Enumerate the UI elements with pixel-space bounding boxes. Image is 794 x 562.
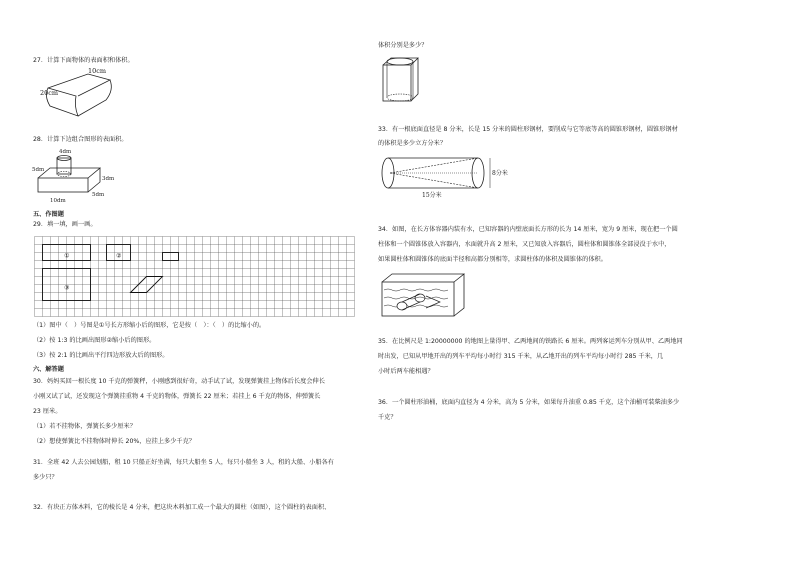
question-36-line-1: 36．一个圆柱形油桶，底面内直径为 4 分米，高为 5 分米，如果每升油重 0.85 千克，这个油桶可装柴油多少 <box>378 399 680 406</box>
figure-28-label-depth: 5dm <box>92 192 105 198</box>
question-27: 27．计算下面物体的表面积和体积。 <box>33 57 134 64</box>
figure-32-cylinder-in-cube <box>380 55 420 109</box>
question-29-part-3: （3）按 2:1 的比画出平行四边形放大后的图形。 <box>33 352 169 359</box>
question-36-line-2: 千克？ <box>378 414 397 421</box>
question-33-line-2: 的体积是多少立方分米？ <box>378 140 447 147</box>
figure-28-label-left: 5dm <box>32 167 45 173</box>
question-31-line-2: 多少只？ <box>33 474 58 481</box>
figure-27-label-side: 20cm <box>40 89 59 97</box>
question-30-part-1: （1）若不挂物体，弹簧长多少厘米？ <box>33 423 136 430</box>
question-29-part-1: （1）图中（ ）号图是①号长方形缩小后的图形，它是按（ ）：（ ）的比缩小的。 <box>33 322 266 329</box>
question-35-line-2: 时出发，已知从甲地开出的列车平均每小时行 315 千米，从乙地开出的列车平均每小时行 285 千米，几 <box>378 353 664 360</box>
question-32-line-2: 体积分别是多少？ <box>378 42 428 49</box>
grid-label-2: ② <box>116 252 122 260</box>
section-6-heading: 六、解答题 <box>33 366 64 373</box>
question-33-line-1: 33．有一根底面直径是 8 分米，长是 15 分米的圆柱形钢材，要削成与它等底等高的圆锥形钢材，圆锥形钢材 <box>378 126 678 133</box>
figure-28-label-bottom: 10dm <box>50 198 66 204</box>
grid-figure <box>34 236 356 322</box>
figure-27-half-cylinder <box>40 66 115 128</box>
grid-label-1: ① <box>64 252 70 260</box>
question-29: 29．填一填，画一画。 <box>33 221 97 228</box>
question-30-line-2: 小刚又试了试，还发现这个弹簧挂重物 4 千克的物体，弹簧长 22 厘米；若挂上 6 千克的物体，伸弹簧长 <box>33 393 321 400</box>
question-34-line-3: 如果圆柱体和圆锥体的底面半径和高都分别相等，求圆柱体的体积及圆锥体的体积。 <box>378 256 607 263</box>
question-30-line-3: 23 厘米。 <box>33 408 62 415</box>
figure-28-composite <box>32 144 115 210</box>
question-32-line-1: 32．有块正方体木料，它的棱长是 4 分米，把这块木料加工成一个最大的圆柱（如图），这个圆柱的表面积、 <box>33 504 331 511</box>
question-28: 28．计算下边组合图形的表面积。 <box>33 136 128 143</box>
section-5-heading: 五、作图题 <box>33 211 64 218</box>
question-30-line-1: 30．妈妈买回一根长度 10 千克的弹簧秤，小刚感到很好奇，动手试了试，发现弹簧挂上物体后长度会伸长 <box>33 378 325 385</box>
figure-33-cylinder-cone <box>378 153 510 203</box>
figure-27-label-top: 10cm <box>88 67 107 75</box>
question-34-line-2: 柱体和一个圆锥体放入容器内，水面就升高 2 厘米，又已知放入容器后，圆柱体和圆锥体全部浸没于水中， <box>378 241 671 248</box>
figure-28-label-top: 4dm <box>59 149 72 155</box>
question-35-line-1: 35．在比例尺是 1:20000000 的地图上量得甲、乙两地间的铁路长 6 厘米。两列客运列车分别从甲、乙两地同 <box>378 338 683 345</box>
grid-label-3: ③ <box>64 284 70 292</box>
figure-33-label-diameter: 8分米 <box>492 170 508 177</box>
figure-33-label-length: 15分米 <box>422 192 442 199</box>
question-35-line-3: 小时后两车能相遇？ <box>378 368 434 375</box>
question-34-line-1: 34．如图，在长方体容器内装有水，已知容器的内壁底面长方形的长为 14 厘米，宽为 9 厘米，现在把一个圆 <box>378 226 678 233</box>
question-29-part-2: （2）按 1:3 的比画出图形②缩小后的图形。 <box>33 337 156 344</box>
question-30-part-2: （2）想使弹簧比不挂物体时伸长 20%，应挂上多少千克？ <box>33 438 195 445</box>
figure-34-container <box>380 272 466 322</box>
figure-28-label-right: 3dm <box>102 176 115 182</box>
question-31-line-1: 31．全班 42 人去公园划船，租 10 只船正好坐满，每只大船坐 5 人，每只小船坐 3 人，租的大船、小船各有 <box>33 459 334 466</box>
